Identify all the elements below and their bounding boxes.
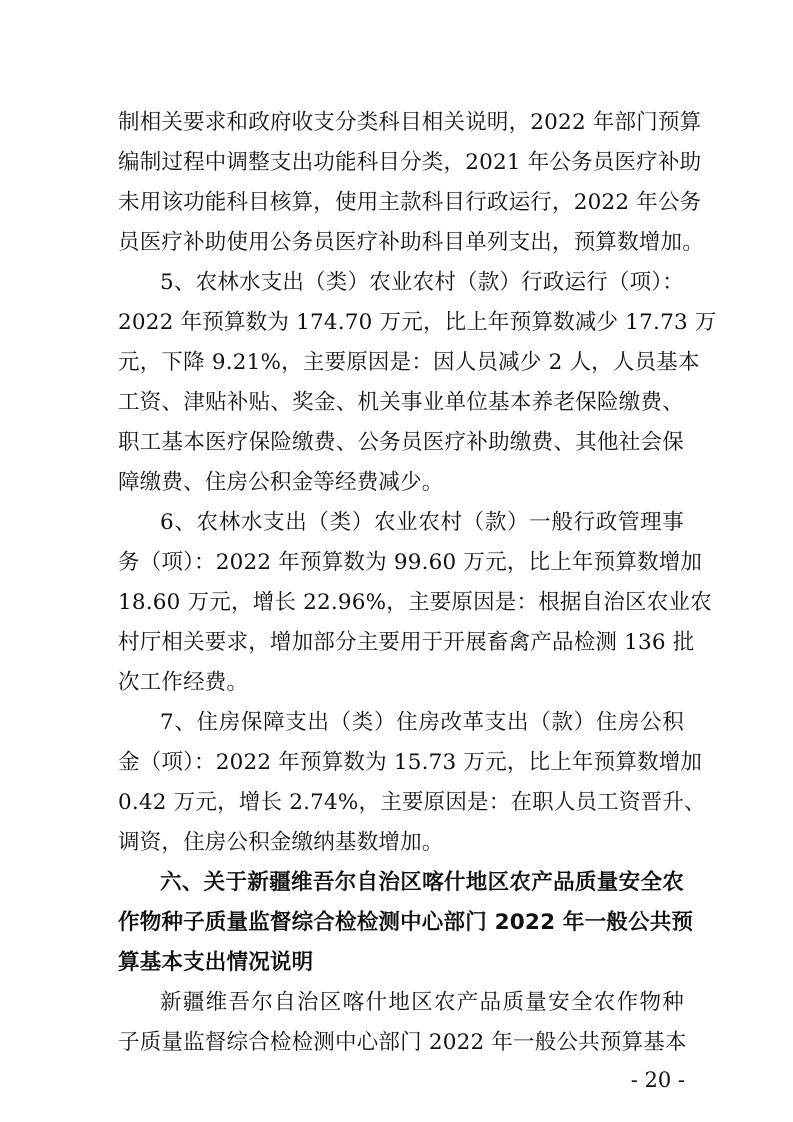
paragraph-line: 7、住房保障支出（类）住房改革支出（款）住房公积 xyxy=(160,710,684,735)
paragraph-line: 制相关要求和政府收支分类科目相关说明，2022 年部门预算 xyxy=(118,110,702,135)
paragraph-line: 编制过程中调整支出功能科目分类，2021 年公务员医疗补助 xyxy=(118,150,702,175)
paragraph-line: 子质量监督综合检检测中心部门 2022 年一般公共预算基本 xyxy=(118,1030,687,1055)
paragraph-line: 村厅相关要求，增加部分主要用于开展畜禽产品检测 136 批 xyxy=(118,630,695,655)
section-heading: 作物种子质量监督综合检检测中心部门 2022 年一般公共预 xyxy=(118,910,694,935)
paragraph-line: 调资，住房公积金缴纳基数增加。 xyxy=(118,830,444,855)
paragraph-line: 金（项）：2022 年预算数为 15.73 万元，比上年预算数增加 xyxy=(118,750,703,775)
paragraph-line: 0.42 万元，增长 2.74%，主要原因是：在职人员工资晋升、 xyxy=(118,790,706,815)
section-heading: 算基本支出情况说明 xyxy=(118,950,314,975)
paragraph-line: 元，下降 9.21%，主要原因是：因人员减少 2 人，人员基本 xyxy=(118,350,700,375)
paragraph-line: 新疆维吾尔自治区喀什地区农产品质量安全农作物种 xyxy=(160,990,684,1015)
paragraph-line: 次工作经费。 xyxy=(118,670,249,695)
paragraph-line: 障缴费、住房公积金等经费减少。 xyxy=(118,470,444,495)
paragraph-line: 工资、津贴补贴、奖金、机关事业单位基本养老保险缴费、 xyxy=(118,390,684,415)
paragraph-line: 5、农林水支出（类）农业农村（款）行政运行（项）： xyxy=(160,270,684,295)
paragraph-line: 职工基本医疗保险缴费、公务员医疗补助缴费、其他社会保 xyxy=(118,430,684,455)
page-number: - 20 - xyxy=(630,1068,685,1092)
paragraph-line: 2022 年预算数为 174.70 万元，比上年预算数减少 17.73 万 xyxy=(118,310,717,335)
paragraph-line: 6、农林水支出（类）农业农村（款）一般行政管理事 xyxy=(160,510,684,535)
section-heading: 六、关于新疆维吾尔自治区喀什地区农产品质量安全农 xyxy=(160,870,684,895)
paragraph-line: 务（项）：2022 年预算数为 99.60 万元，比上年预算数增加 xyxy=(118,550,703,575)
paragraph-line: 员医疗补助使用公务员医疗补助科目单列支出，预算数增加。 xyxy=(118,230,704,255)
paragraph-line: 未用该功能科目核算，使用主款科目行政运行，2022 年公务 xyxy=(118,190,702,215)
paragraph-line: 18.60 万元，增长 22.96%，主要原因是：根据自治区农业农 xyxy=(118,590,712,615)
